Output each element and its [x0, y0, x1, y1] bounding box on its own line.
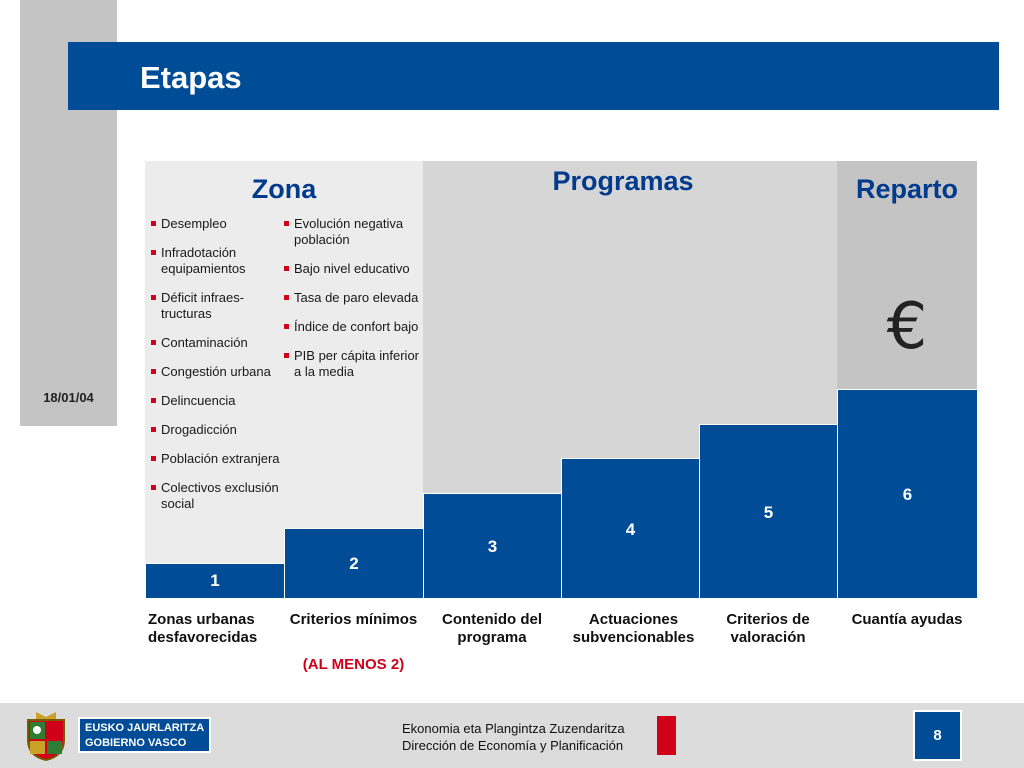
- reparto-heading: Reparto: [855, 174, 958, 204]
- zona-criteria-list-2: [284, 216, 422, 393]
- step-3-block: 3: [423, 493, 561, 598]
- step-2-block: 2: [284, 528, 423, 598]
- list-item: Colectivos exclusión social: [151, 480, 283, 512]
- list-item: Drogadicción: [151, 422, 283, 438]
- coat-of-arms-icon: [22, 710, 70, 762]
- list-item: PIB per cápita inferior a la media: [284, 348, 422, 380]
- list-item: Desempleo: [151, 216, 283, 232]
- government-logo: [78, 717, 211, 753]
- logo-line-1: EUSKO JAURLARITZA: [85, 722, 205, 734]
- logo-line-2: GOBIERNO VASCO: [85, 737, 187, 749]
- slide-date: 18/01/04: [43, 390, 94, 405]
- step-4-label: Actuaciones subvencionables: [572, 611, 695, 646]
- list-item: Índice de confort bajo: [284, 319, 422, 335]
- list-item: Delincuencia: [151, 393, 283, 409]
- list-item: Congestión urbana: [151, 364, 283, 380]
- list-item: Bajo nivel educativo: [284, 261, 422, 277]
- department-line-2: Dirección de Economía y Planificación: [402, 738, 624, 753]
- list-item: Déficit infraes-tructuras: [151, 290, 283, 322]
- step-1-block: 1: [145, 563, 284, 598]
- list-item: Contaminación: [151, 335, 283, 351]
- zona-criteria-list-1: [151, 216, 283, 525]
- step-4-block: 4: [561, 458, 699, 598]
- zona-heading: Zona: [251, 174, 317, 204]
- step-2-note: (AL MENOS 2): [302, 656, 405, 673]
- step-5-label: Criterios de valoración: [726, 611, 810, 646]
- list-item: Tasa de paro elevada: [284, 290, 422, 306]
- step-6-label: Cuantía ayudas: [851, 611, 963, 628]
- step-6-block: 6: [837, 389, 977, 598]
- red-accent-block: [657, 716, 676, 755]
- department-name: [402, 720, 625, 754]
- step-3-label: Contenido del programa: [442, 611, 542, 646]
- step-1-label: Zonas urbanas desfavorecidas: [148, 611, 258, 646]
- slide-title: Etapas: [140, 60, 242, 95]
- programas-heading: Programas: [552, 166, 694, 196]
- step-2-label: Criterios mínimos: [289, 611, 418, 628]
- list-item: Población extranjera: [151, 451, 283, 467]
- page-number: 8: [913, 710, 962, 761]
- list-item: Evolución negativa población: [284, 216, 422, 248]
- euro-symbol: €: [886, 290, 928, 364]
- step-5-block: 5: [699, 424, 837, 598]
- department-line-1: Ekonomia eta Plangintza Zuzendaritza: [402, 721, 625, 736]
- list-item: Infradotación equipamientos: [151, 245, 283, 277]
